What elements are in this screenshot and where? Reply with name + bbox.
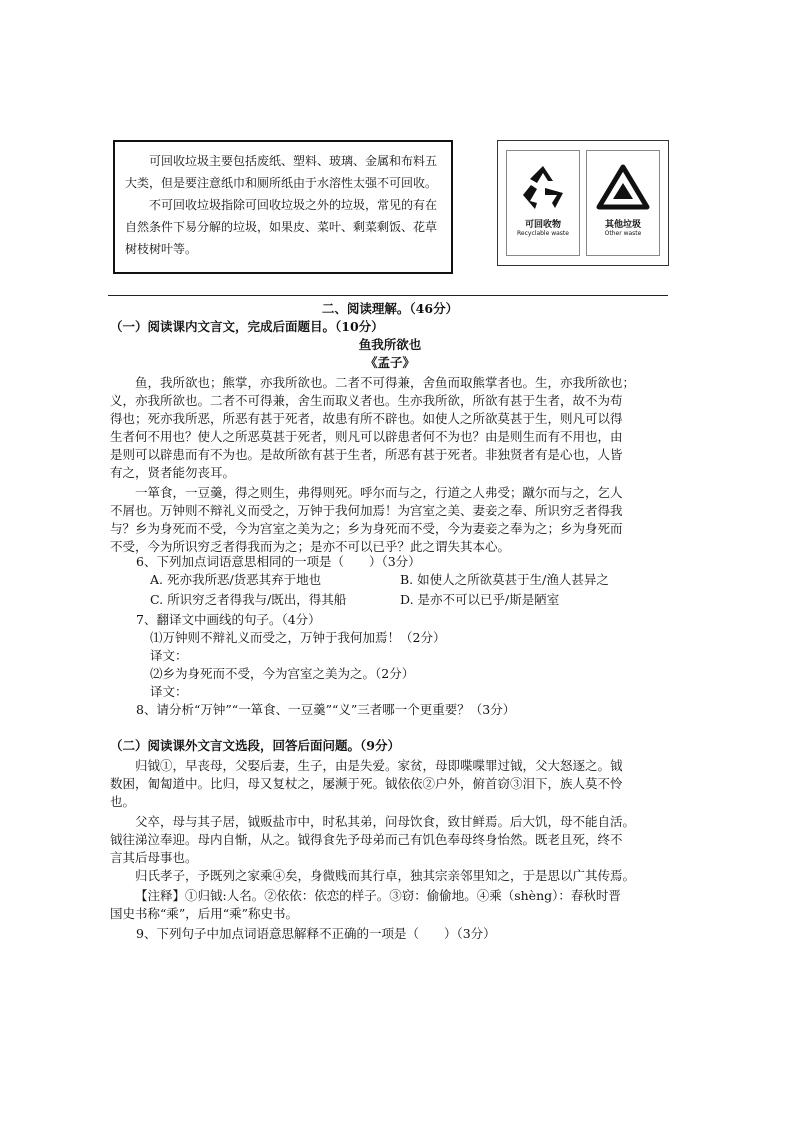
- question-6-option-b: B. 如使人之所欲莫甚于生/渔人甚异之: [400, 572, 609, 587]
- part2-line: 也。: [110, 794, 136, 809]
- recyclable-label-en: Recyclable waste: [517, 230, 569, 237]
- info-paragraph-1: 可回收垃圾主要包括废纸、塑料、玻璃、金属和布料五大类，但是要注意纸巾和厕所纸由于水溶性太强不可回收。: [125, 154, 438, 190]
- recycling-info-box: [113, 140, 453, 274]
- essay-line: 不屑也。万钟则不辩礼义而受之，万钟于我何加焉！为宫室之美、妻妾之奉、所识穷乏者得我: [110, 503, 623, 518]
- question-9: 9、下列句子中加点词语意思解释不正确的一项是（ ）（3分）: [136, 926, 496, 941]
- question-7-translation-2[interactable]: 译文：: [150, 684, 188, 699]
- question-6-option-d: D. 是亦不可以已乎/斯是陋室: [400, 592, 560, 607]
- essay-line: 生者何不用也？使人之所恶莫甚于死者，则凡可以辟患者何不为也？由是则生而有不用也，由: [110, 429, 623, 444]
- info-paragraph-2: 不可回收垃圾指除可回收垃圾之外的垃圾，常见的有在自然条件下易分解的垃圾，如果皮、菜叶、剩菜剩饭、花草树枝树叶等。: [125, 198, 438, 256]
- essay-title: 鱼我所欲也: [358, 337, 422, 352]
- part2-line: 言其后母事也。: [110, 850, 198, 865]
- other-waste-label-zh: 其他垃圾: [604, 220, 641, 230]
- part2-line: 父卒，母与其子居，钺贩盐市中，时私其弟，问母饮食，致甘鲜焉。后大饥，母不能自活。: [135, 814, 636, 829]
- question-6-option-a: A. 死亦我所恶/货恶其弃于地也: [150, 572, 322, 587]
- essay-line: 得也；死亦我所恶，所恶有甚于死者，故患有所不辟也。如使人之所欲莫甚于生，则凡可以得: [110, 411, 623, 426]
- question-8: 8、请分析“万钟”“一箪食、一豆羹”“义”三者哪一个更重要？（3分）: [136, 702, 516, 717]
- essay-line: 是则可以辟患而有不为也。是故所欲有甚于生者，所恶有甚于死者。非独贤者有是心也，人皆: [110, 447, 623, 462]
- question-7-sentence-2: ⑵乡为身死而不受，今为宫室之美为之。（2分）: [150, 666, 415, 681]
- question-7-translation-1[interactable]: 译文：: [150, 648, 188, 663]
- essay-line: 有之，贤者能勿丧耳。: [110, 465, 236, 480]
- essay-line: 鱼，我所欲也；熊掌，亦我所欲也。二者不可得兼，舍鱼而取熊掌者也。生，亦我所欲也；: [135, 375, 636, 390]
- part2-line: 钺往涕泣奉迎。母内自惭，从之。钺得食先予母弟而己有饥色奉母终身怡然。既老且死，终不: [110, 832, 623, 847]
- annotation-line: 国史书称“乘”，后用“乘”称史书。: [110, 906, 299, 921]
- question-7-sentence-1: ⑴万钟则不辩礼义而受之，万钟于我何加焉！（2分）: [150, 630, 446, 645]
- other-waste-triangle-icon: [595, 163, 651, 213]
- waste-sign-image: [497, 140, 669, 266]
- part1-title: （一）阅读课内文言文，完成后面题目。（10分）: [110, 319, 384, 334]
- essay-line: 一箪食，一豆羹，得之则生，弗得则死。呼尔而与之，行道之人弗受；蹴尔而与之，乞人: [135, 485, 623, 500]
- annotation-line: 【注释】①归钺:人名。②依依：依恋的样子。③窃：偷偷地。④乘（shèng）：春秋时晋: [135, 888, 621, 903]
- section-heading: 二、阅读理解。（46分）: [321, 301, 459, 316]
- question-6-stem: 6、下列加点词语意思相同的一项是（ ）（3分）: [136, 554, 421, 569]
- recyclable-panel: [506, 150, 580, 256]
- part2-line: 归钺①，早丧母，父娶后妻，生子，由是失爱。家贫，母即喋喋罪过钺，父大怒逐之。钺: [135, 758, 623, 773]
- question-6-option-c: C. 所识穷乏者得我与/既出，得其船: [150, 592, 347, 607]
- section-divider: [108, 295, 668, 296]
- part2-title: （二）阅读课外文言文选段，回答后面问题。（9分）: [110, 738, 400, 753]
- question-7-stem: 7、翻译文中画线的句子。（4分）: [136, 612, 321, 627]
- recyclable-label-zh: 可回收物: [524, 220, 561, 230]
- part2-line: 数困，匍匐道中。比归，母又复杖之，屡濒于死。钺依依②户外，俯首窃③泪下，族人莫不怜: [110, 776, 623, 791]
- essay-line: 与？乡为身死而不受，今为宫室之美为之；乡为身死而不受，今为妻妾之奉为之；乡为身死而: [110, 521, 623, 536]
- other-waste-label-en: Other waste: [604, 230, 642, 237]
- recycle-icon: [515, 163, 571, 213]
- essay-line: 不受，今为所识穷乏者得我而为之；是亦不可以已乎？此之谓失其本心。: [110, 539, 511, 554]
- other-waste-panel: [586, 150, 660, 256]
- part2-line: 归氏孝子，予既列之家乘④矣，身微贱而其行卓，独其宗亲邻里知之，于是思以广其传焉。: [135, 868, 636, 883]
- essay-line: 义，亦我所欲也。二者不可得兼，舍生而取义者也。生亦我所欲，所欲有甚于生者，故不为苟: [110, 393, 623, 408]
- essay-author: 《孟子》: [364, 355, 415, 370]
